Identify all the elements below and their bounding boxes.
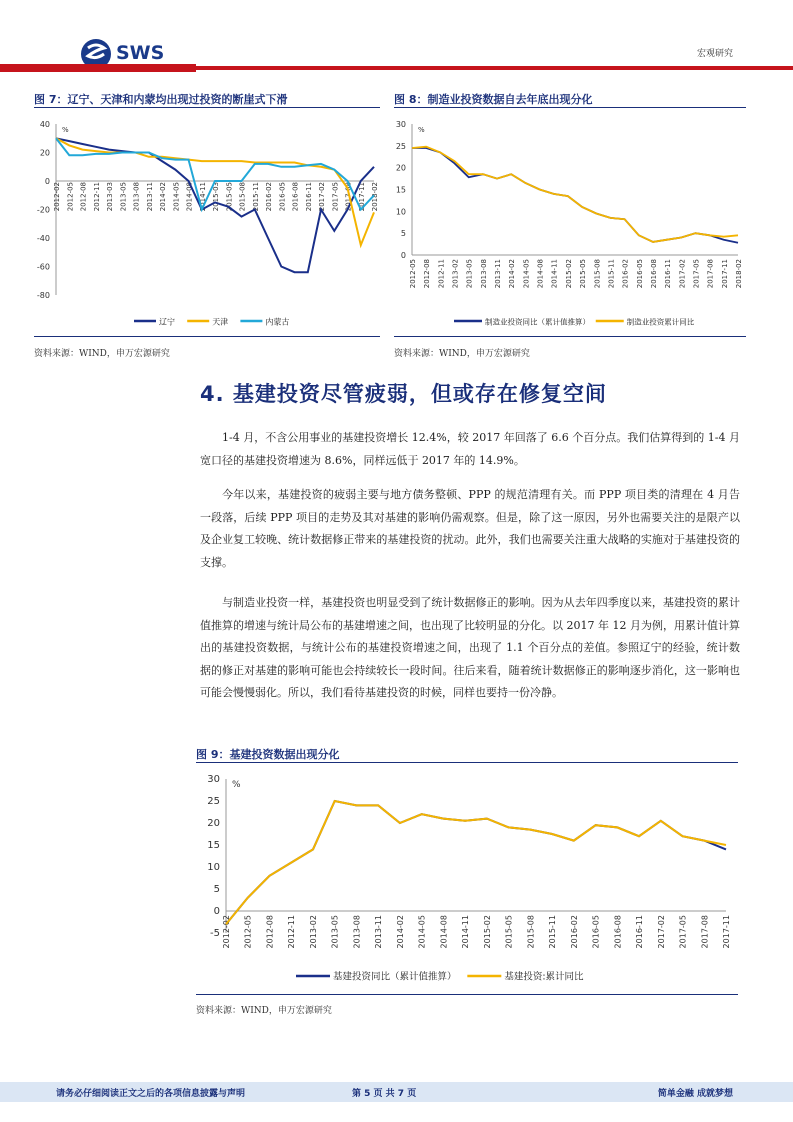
x-tick-label: 2017-05: [678, 915, 688, 949]
series-line-2: [226, 801, 726, 924]
x-tick-label: 2012-11: [92, 182, 101, 212]
unit-label: %: [232, 780, 241, 790]
legend-label-1: 基建投资同比（累计值推算）: [333, 971, 457, 983]
x-tick-label: 2016-08: [291, 182, 300, 212]
legend-label-2: 天津: [212, 317, 229, 327]
paragraph-1: 1-4 月，不含公用事业的基建投资增长 12.4%，较 2017 年回落了 6.6 个百分点。我们估算得到的 1-4 月宽口径的基建投资增速为 8.6%，同样远低于 2017 年的 14.9%。: [200, 431, 740, 467]
header-rule: [0, 64, 793, 72]
figure8-chart: [394, 110, 746, 335]
logo-text: SWS: [116, 42, 165, 64]
x-tick-label: 2015-08: [238, 182, 247, 212]
figure8-source: 资料来源：WIND，申万宏源研究: [394, 349, 530, 359]
x-tick-label: 2016-02: [569, 915, 579, 949]
y-tick-label: 10: [207, 862, 220, 873]
section-heading: [200, 378, 607, 408]
x-tick-label: 2015-08: [593, 259, 602, 289]
x-tick-label: 2013-05: [465, 259, 474, 289]
y-tick-label: 5: [400, 229, 406, 239]
y-tick-label: 15: [395, 185, 406, 195]
figure8-title: 图 8：制造业投资数据自去年底出现分化: [394, 93, 593, 106]
x-tick-label: 2013-11: [374, 915, 384, 949]
x-tick-label: 2014-08: [439, 915, 449, 949]
x-tick-label: 2017-05: [331, 182, 340, 212]
x-tick-label: 2015-05: [579, 259, 588, 289]
x-tick-label: 2015-02: [482, 915, 492, 949]
x-tick-label: 2018-02: [735, 259, 743, 289]
x-tick-label: 2014-05: [522, 259, 531, 289]
x-tick-label: 2016-08: [613, 915, 623, 949]
y-tick-label: 20: [207, 818, 220, 829]
x-tick-label: 2013-02: [308, 915, 318, 949]
x-tick-label: 2013-03: [106, 182, 114, 212]
y-tick-label: 0: [400, 251, 406, 260]
series-line-1: [412, 148, 738, 243]
legend-label-2: 基建投资:累计同比: [504, 971, 584, 983]
x-tick-label: 2014-02: [395, 915, 405, 949]
x-tick-label: 2014-08: [185, 182, 194, 212]
figure7-rule: [34, 107, 380, 108]
x-tick-label: 2013-08: [479, 259, 488, 289]
x-tick-label: 2016-05: [635, 259, 644, 289]
y-tick-label: 20: [39, 148, 50, 158]
x-tick-label: 2017-02: [318, 182, 326, 212]
legend-label-1: 辽宁: [159, 317, 175, 327]
x-tick-label: 2014-02: [159, 182, 167, 212]
y-tick-label: 0: [44, 177, 50, 186]
x-tick-label: 2013-11: [494, 259, 503, 289]
y-tick-label: -5: [210, 928, 220, 939]
y-tick-label: 20: [395, 163, 406, 173]
x-tick-label: 2016-08: [649, 259, 658, 289]
y-tick-label: -60: [36, 262, 50, 272]
footer-page: 第 5 页 共 7 页: [352, 1089, 417, 1099]
x-tick-label: 2015-11: [607, 259, 616, 289]
unit-label: %: [62, 126, 69, 134]
x-tick-label: 2012-08: [265, 915, 275, 949]
y-tick-label: -20: [36, 205, 50, 215]
x-tick-label: 2012-11: [287, 915, 297, 949]
x-tick-label: 2014-05: [172, 182, 181, 212]
figure9-source: 资料来源：WIND，申万宏源研究: [196, 1006, 332, 1016]
y-tick-label: 30: [207, 774, 220, 785]
figure7-source: 资料来源：WIND，申万宏源研究: [34, 349, 170, 359]
x-tick-label: 2017-02: [678, 259, 687, 289]
figure9-chart: [196, 765, 738, 991]
x-tick-label: 2013-11: [145, 182, 154, 212]
footer-slogan: 简单金融 成就梦想: [657, 1089, 733, 1099]
y-tick-label: -40: [36, 234, 50, 243]
x-tick-label: 2014-11: [461, 915, 471, 949]
x-tick-label: 2012-05: [409, 259, 417, 289]
x-tick-label: 2012-11: [437, 259, 446, 289]
x-tick-label: 2014-08: [536, 259, 545, 289]
y-tick-label: 25: [207, 796, 220, 807]
x-tick-label: 2017-05: [692, 259, 701, 289]
series-line-2: [412, 147, 738, 242]
x-tick-label: 2017-08: [706, 259, 715, 289]
y-tick-label: 40: [39, 120, 50, 129]
x-tick-label: 2016-11: [664, 259, 673, 289]
figure7-chart: [34, 110, 380, 335]
x-tick-label: 2012-02: [222, 915, 231, 949]
section-number: 4.: [200, 382, 225, 406]
footer-disclaimer: 请务必仔细阅读正文之后的各项信息披露与声明: [56, 1089, 246, 1099]
x-tick-label: 2016-02: [265, 182, 273, 212]
x-tick-label: 2012-08: [423, 259, 432, 289]
unit-label: %: [418, 126, 425, 134]
x-tick-label: 2014-05: [417, 915, 427, 949]
x-tick-label: 2014-11: [550, 259, 559, 289]
x-tick-label: 2017-11: [720, 259, 729, 289]
legend-label-1: 制造业投资同比（累计值推算）: [485, 317, 590, 327]
figure8-rule: [394, 107, 746, 108]
x-tick-label: 2017-11: [722, 915, 731, 949]
x-tick-label: 2017-11: [357, 182, 366, 212]
y-tick-label: 15: [207, 840, 220, 851]
x-tick-label: 2013-05: [119, 182, 128, 212]
x-tick-label: 2013-05: [330, 915, 340, 949]
x-tick-label: 2015-11: [548, 915, 558, 949]
x-tick-label: 2016-02: [621, 259, 630, 289]
figure7-title: 图 7：辽宁、天津和内蒙均出现过投资的断崖式下滑: [34, 93, 288, 106]
x-tick-label: 2018-02: [371, 182, 379, 212]
x-tick-label: 2017-02: [656, 915, 666, 949]
x-tick-label: 2015-05: [225, 182, 234, 212]
x-tick-label: 2017-08: [344, 182, 353, 212]
y-tick-label: -80: [36, 291, 50, 300]
x-tick-label: 2016-05: [591, 915, 601, 949]
x-tick-label: 2014-11: [198, 182, 207, 212]
x-tick-label: 2012-08: [79, 182, 88, 212]
x-tick-label: 2013-08: [352, 915, 362, 949]
x-tick-label: 2015-05: [504, 915, 514, 949]
legend-label-2: 制造业投资累计同比: [626, 317, 695, 327]
section-tag: 宏观研究: [696, 49, 733, 59]
x-tick-label: 2015-11: [251, 182, 260, 212]
x-tick-label: 2015-02: [564, 259, 573, 289]
y-tick-label: 10: [395, 207, 406, 217]
legend-label-3: 内蒙古: [265, 317, 290, 327]
x-tick-label: 2016-11: [304, 182, 313, 212]
y-tick-label: 30: [395, 120, 406, 129]
y-tick-label: 0: [213, 906, 220, 917]
x-tick-label: 2012-02: [53, 182, 61, 212]
x-tick-label: 2013-02: [451, 259, 460, 289]
y-tick-label: 5: [213, 884, 220, 895]
x-tick-label: 2016-11: [635, 915, 645, 949]
x-tick-label: 2015-03: [212, 182, 220, 212]
paragraph-3: 与制造业投资一样，基建投资也明显受到了统计数据修正的影响。因为从去年四季度以来，基建投资的累计值推算的增速与统计局公布的基建增速之间，也出现了比较明显的分化。以 2017 年 12 月为例，用累计值计算出的基建投资数据，与统计公布的基建投资增速之间，出现了 1.1 个百分点的差值。参照辽宁的经验，统计数据的修正对基建的影响可能也会持续较长一段时间。往后来看，随着统计数据修正的影响逐步消化，这一影响也可能会慢慢弱化。所以，我们看待基建投资的时候，同样也要持一份冷静。: [200, 596, 740, 699]
x-tick-label: 2016-05: [278, 182, 287, 212]
figure9-rule: [196, 762, 738, 763]
x-tick-label: 2014-02: [508, 259, 517, 289]
figure9-title: 图 9：基建投资数据出现分化: [196, 748, 340, 761]
x-tick-label: 2012-05: [66, 182, 75, 212]
x-tick-label: 2017-08: [700, 915, 710, 949]
x-tick-label: 2015-08: [526, 915, 536, 949]
y-tick-label: 25: [395, 141, 406, 151]
paragraph-2: 今年以来，基建投资的疲弱主要与地方债务整顿、PPP 的规范清理有关。而 PPP 项目类的清理在 4 月告一段落，后续 PPP 项目的走势及其对基建的影响仍需观察。但是，除了这一原因，另外也需要关注的是限产以及企业复工较晚、统计数据修正带来的基建投资的扰动。此外，我们也需要关注重大战略的实施对于基建投资的支撑。: [200, 488, 740, 569]
section-title: 基建投资尽管疲弱，但或存在修复空间: [232, 382, 607, 406]
x-tick-label: 2012-05: [243, 915, 253, 949]
x-tick-label: 2013-08: [132, 182, 141, 212]
